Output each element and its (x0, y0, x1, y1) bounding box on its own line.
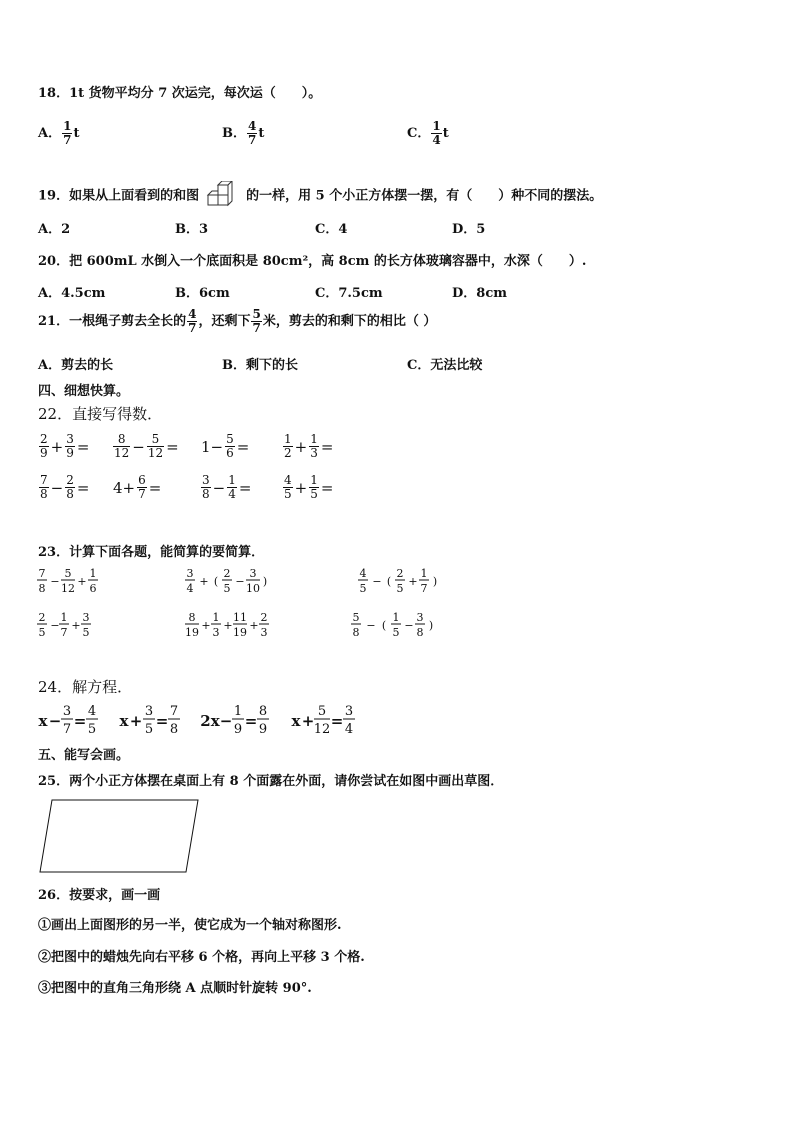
svg-text:4: 4 (359, 567, 367, 580)
svg-text:9: 9 (258, 722, 268, 737)
svg-text:(: ( (386, 575, 392, 588)
svg-text:+: + (223, 619, 233, 632)
svg-text:−: − (372, 575, 382, 588)
svg-text:(: ( (381, 619, 387, 632)
svg-text:=: = (73, 712, 87, 730)
svg-text:12: 12 (313, 722, 331, 737)
svg-text:+: + (249, 619, 259, 632)
svg-text:3: 3 (62, 704, 72, 719)
q18-option-b: B． $\frac{4}{7}$ t (222, 119, 265, 147)
svg-text:+: + (199, 575, 209, 588)
svg-text:1: 1 (233, 704, 243, 719)
svg-text:19: 19 (185, 626, 199, 639)
svg-text:+: + (201, 619, 211, 632)
svg-text:3: 3 (212, 626, 220, 639)
q21-option-b: B．剩下的长 (222, 358, 298, 373)
svg-text:−: − (235, 575, 245, 588)
q18-option-c: C． $\frac{1}{4}$ t (407, 119, 449, 147)
svg-text:−: − (48, 712, 62, 730)
svg-text:3: 3 (144, 704, 154, 719)
q19-option-a: A．2 (38, 222, 71, 237)
svg-text:+: + (77, 575, 87, 588)
svg-text:5: 5 (64, 567, 72, 580)
q18-option-a: A． $\frac{1}{7}$ t (38, 119, 80, 147)
svg-text:5: 5 (317, 704, 327, 719)
q19-option-c: C．4 (315, 222, 348, 237)
svg-text:+: + (129, 712, 143, 730)
q23-title: 23．计算下面各题，能简算的要简算． (38, 545, 265, 560)
svg-text:8: 8 (258, 704, 268, 719)
svg-text:8: 8 (169, 722, 179, 737)
q20-option-b: B．6cm (175, 286, 230, 301)
svg-text:5: 5 (396, 582, 404, 595)
q22-title: 22．直接写得数． (38, 405, 163, 423)
svg-text:9: 9 (233, 722, 243, 737)
svg-text:(: ( (213, 575, 219, 588)
svg-text:5: 5 (38, 626, 46, 639)
svg-text:): ) (262, 575, 268, 588)
q26-item-1: ①画出上面图形的另一半，使它成为一个轴对称图形. (38, 918, 342, 933)
q22-expr-8: $\frac{4}{5}$ + $\frac{1}{5}$ = (284, 473, 334, 501)
svg-text:11: 11 (233, 611, 247, 624)
svg-text:2: 2 (260, 611, 268, 624)
svg-text:+: + (301, 712, 315, 730)
svg-text:): ) (432, 575, 438, 588)
svg-text:1: 1 (89, 567, 97, 580)
q22-expr-3: 1− $\frac{5}{6}$ = (201, 432, 250, 460)
q19-option-d: D．5 (452, 222, 486, 237)
svg-text:19: 19 (233, 626, 247, 639)
q20-option-a: A．4.5cm (38, 286, 106, 301)
svg-text:1: 1 (212, 611, 220, 624)
svg-text:8: 8 (416, 626, 424, 639)
svg-text:−: − (219, 712, 233, 730)
svg-text:5: 5 (82, 626, 90, 639)
q22-expr-6: 4+ $\frac{6}{7}$ = (113, 473, 162, 501)
q26-item-3: ③把图中的直角三角形绕 A 点顺时针旋转 90°. (38, 981, 312, 996)
svg-text:2: 2 (38, 611, 46, 624)
q22-expr-5: $\frac{7}{8}$ − $\frac{2}{8}$ = (40, 473, 90, 501)
q21-option-c: C．无法比较 (407, 358, 483, 373)
svg-text:x: x (291, 712, 301, 730)
svg-text:7: 7 (62, 722, 72, 737)
q20-option-d: D．8cm (452, 286, 507, 301)
svg-text:−: − (50, 619, 60, 632)
svg-text:2: 2 (396, 567, 404, 580)
q20-option-c: C．7.5cm (315, 286, 383, 301)
q25-parallelogram-figure (38, 796, 202, 876)
section-4-heading: 四、细想快算。 (38, 384, 130, 399)
svg-text:3: 3 (249, 567, 257, 580)
svg-text:−: − (50, 575, 60, 588)
svg-text:10: 10 (246, 582, 260, 595)
svg-text:4: 4 (186, 582, 194, 595)
svg-text:3: 3 (344, 704, 354, 719)
svg-text:−: − (404, 619, 414, 632)
cube-view-figure (206, 181, 240, 211)
svg-text:−: − (366, 619, 376, 632)
section-5-heading: 五、能写会画。 (38, 748, 130, 763)
q21-option-a: A．剪去的长 (38, 358, 114, 373)
svg-text:7: 7 (38, 567, 46, 580)
svg-text:5: 5 (223, 582, 231, 595)
q22-expr-7: $\frac{3}{8}$ − $\frac{1}{4}$ = (202, 473, 252, 501)
q22-expr-4: $\frac{1}{2}$ + $\frac{1}{3}$ = (284, 432, 334, 460)
svg-text:=: = (244, 712, 258, 730)
svg-text:+: + (408, 575, 418, 588)
svg-text:6: 6 (89, 582, 97, 595)
svg-text:8: 8 (38, 582, 46, 595)
q19-option-b: B．3 (175, 222, 209, 237)
svg-text:x: x (119, 712, 129, 730)
svg-text:=: = (155, 712, 169, 730)
q24-equations (34, 700, 374, 742)
svg-text:5: 5 (392, 626, 400, 639)
svg-text:3: 3 (260, 626, 268, 639)
svg-text:7: 7 (420, 582, 428, 595)
q26-item-2: ②把图中的蜡烛先向右平移 6 个格，再向上平移 3 个格. (38, 950, 365, 965)
svg-text:3: 3 (416, 611, 424, 624)
svg-text:=: = (330, 712, 344, 730)
svg-text:3: 3 (186, 567, 194, 580)
q22-expr-1: $\frac{2}{9}$ + $\frac{3}{9}$ = (40, 432, 90, 460)
svg-text:4: 4 (87, 704, 97, 719)
q26-title: 26．按要求，画一画 (38, 888, 161, 903)
q23-expressions (34, 566, 554, 648)
svg-text:x: x (38, 712, 48, 730)
svg-text:2x: 2x (200, 712, 220, 730)
svg-text:5: 5 (87, 722, 97, 737)
svg-text:1: 1 (60, 611, 68, 624)
q21-text: 21．一根绳子剪去全长的 $\frac{4}{7}$ ，还剩下 $\frac{5}{7}$ 米，剪去的和剩下的相比（ ） (38, 307, 437, 335)
svg-text:1: 1 (392, 611, 400, 624)
svg-text:8: 8 (352, 626, 360, 639)
svg-text:12: 12 (61, 582, 75, 595)
svg-text:3: 3 (82, 611, 90, 624)
svg-text:): ) (428, 619, 434, 632)
svg-text:2: 2 (223, 567, 231, 580)
svg-text:7: 7 (169, 704, 179, 719)
svg-text:5: 5 (352, 611, 360, 624)
svg-text:7: 7 (60, 626, 68, 639)
svg-text:5: 5 (359, 582, 367, 595)
q25-text: 25．两个小正方体摆在桌面上有 8 个面露在外面，请你尝试在如图中画出草图． (38, 774, 504, 789)
svg-text:4: 4 (344, 722, 354, 737)
svg-text:+: + (71, 619, 81, 632)
q24-title: 24．解方程． (38, 678, 133, 696)
q19-text: 19．如果从上面看到的和图 的一样，用 5 个小正方体摆一摆，有（ ）种不同的摆法。 (38, 181, 602, 211)
svg-text:5: 5 (144, 722, 154, 737)
q20-text: 20．把 600mL 水倒入一个底面积是 80cm²，高 8cm 的长方体玻璃容器中，水深（ ）. (38, 254, 587, 269)
q22-expr-2: $\frac{8}{12}$ − $\frac{5}{12}$ = (114, 432, 179, 460)
q18-text: 18．1t 货物平均分 7 次运完，每次运（ ）。 (38, 86, 322, 101)
svg-text:8: 8 (188, 611, 196, 624)
svg-text:1: 1 (420, 567, 428, 580)
